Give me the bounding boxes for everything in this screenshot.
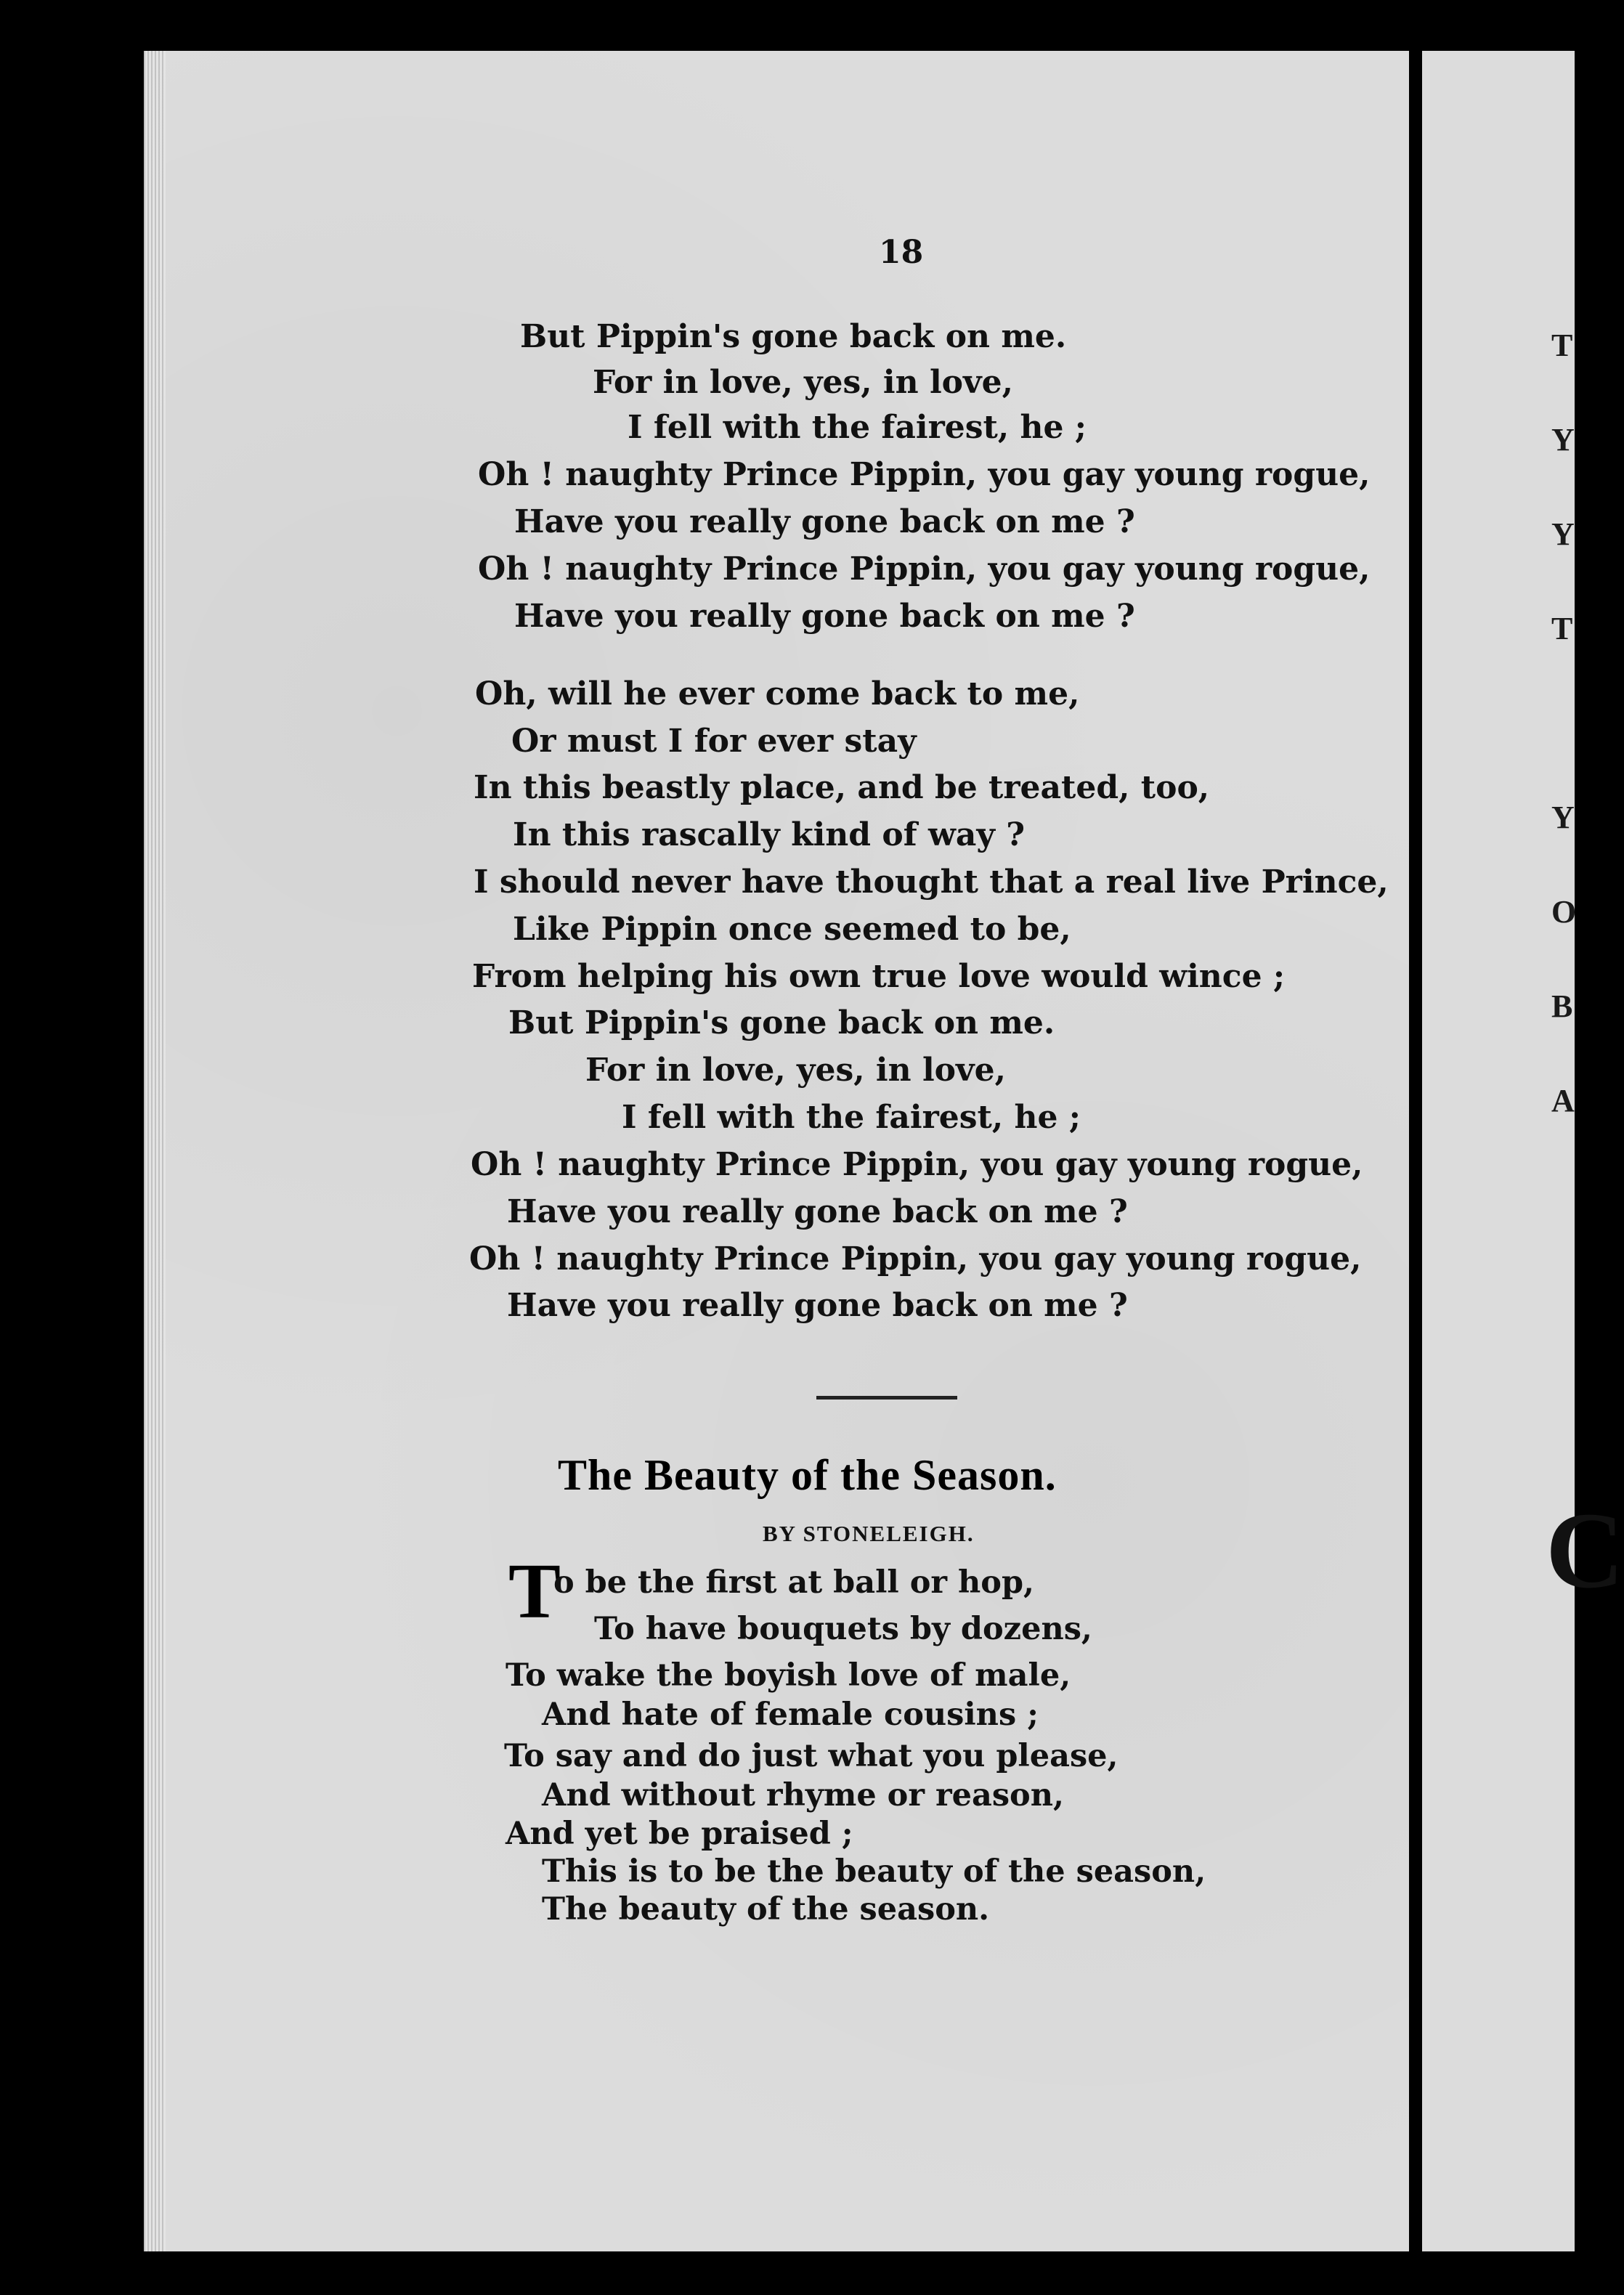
poem-line: And hate of female cousins ;: [542, 1697, 1039, 1733]
poem-line: To have bouquets by dozens,: [594, 1611, 1092, 1647]
facing-page-large-letter: C: [1546, 1490, 1624, 1611]
song-line: Oh ! naughty Prince Pippin, you gay young rogue,: [471, 1146, 1363, 1183]
song-line: I fell with the fairest, he ;: [622, 1099, 1081, 1136]
poem-line: The beauty of the season.: [542, 1891, 990, 1928]
poem-line: o be the first at ball or hop,: [553, 1564, 1035, 1601]
facing-page-letter: Y: [1551, 800, 1575, 835]
facing-page-letter: Y: [1551, 422, 1575, 458]
facing-page-letter: A: [1551, 1083, 1575, 1118]
poem-line: And without rhyme or reason,: [542, 1777, 1064, 1813]
song-line: But Pippin's gone back on me.: [520, 318, 1067, 355]
song-line: Oh ! naughty Prince Pippin, you gay young rogue,: [478, 456, 1371, 493]
song-line: But Pippin's gone back on me.: [508, 1004, 1055, 1041]
song-line: In this rascally kind of way ?: [513, 816, 1026, 853]
poem-line: This is to be the beauty of the season,: [542, 1853, 1206, 1890]
song-line: Have you really gone back on me ?: [507, 1193, 1128, 1230]
page-number: 18: [879, 234, 924, 271]
song-line: For in love, yes, in love,: [593, 364, 1013, 401]
section-divider: [816, 1396, 957, 1400]
drop-cap: T: [508, 1548, 561, 1635]
facing-page-letter: O: [1551, 894, 1577, 930]
poem-line: And yet be praised ;: [506, 1816, 853, 1852]
song-line: Like Pippin once seemed to be,: [513, 911, 1071, 948]
facing-page-letter: Y: [1551, 516, 1575, 552]
song-line: Have you really gone back on me ?: [514, 598, 1135, 635]
poem-line: To wake the boyish love of male,: [506, 1657, 1071, 1694]
song-line: Or must I for ever stay: [511, 723, 917, 760]
song-line: For in love, yes, in love,: [585, 1052, 1006, 1089]
song-line: Oh ! naughty Prince Pippin, you gay young rogue,: [469, 1240, 1362, 1278]
song-line: Oh ! naughty Prince Pippin, you gay young rogue,: [478, 551, 1371, 588]
poem-byline: BY STONELEIGH.: [763, 1521, 975, 1546]
facing-page-letter: T: [1551, 611, 1573, 646]
song-line: Have you really gone back on me ?: [514, 503, 1135, 540]
song-line: Have you really gone back on me ?: [507, 1287, 1128, 1324]
poem-line: To say and do just what you please,: [504, 1738, 1118, 1774]
page-edge: [144, 51, 166, 2251]
song-line: In this beastly place, and be treated, too,: [474, 769, 1210, 806]
facing-page-letter: B: [1551, 988, 1573, 1024]
facing-page-strip: [1422, 51, 1624, 2251]
song-line: I should never have thought that a real live Prince,: [474, 864, 1389, 901]
song-line: Oh, will he ever come back to me,: [475, 675, 1080, 712]
song-line: From helping his own true love would wince ;: [472, 958, 1286, 995]
song-line: I fell with the fairest, he ;: [628, 409, 1087, 446]
poem-title: The Beauty of the Season.: [558, 1451, 1057, 1499]
facing-page-letter: T: [1551, 328, 1573, 363]
